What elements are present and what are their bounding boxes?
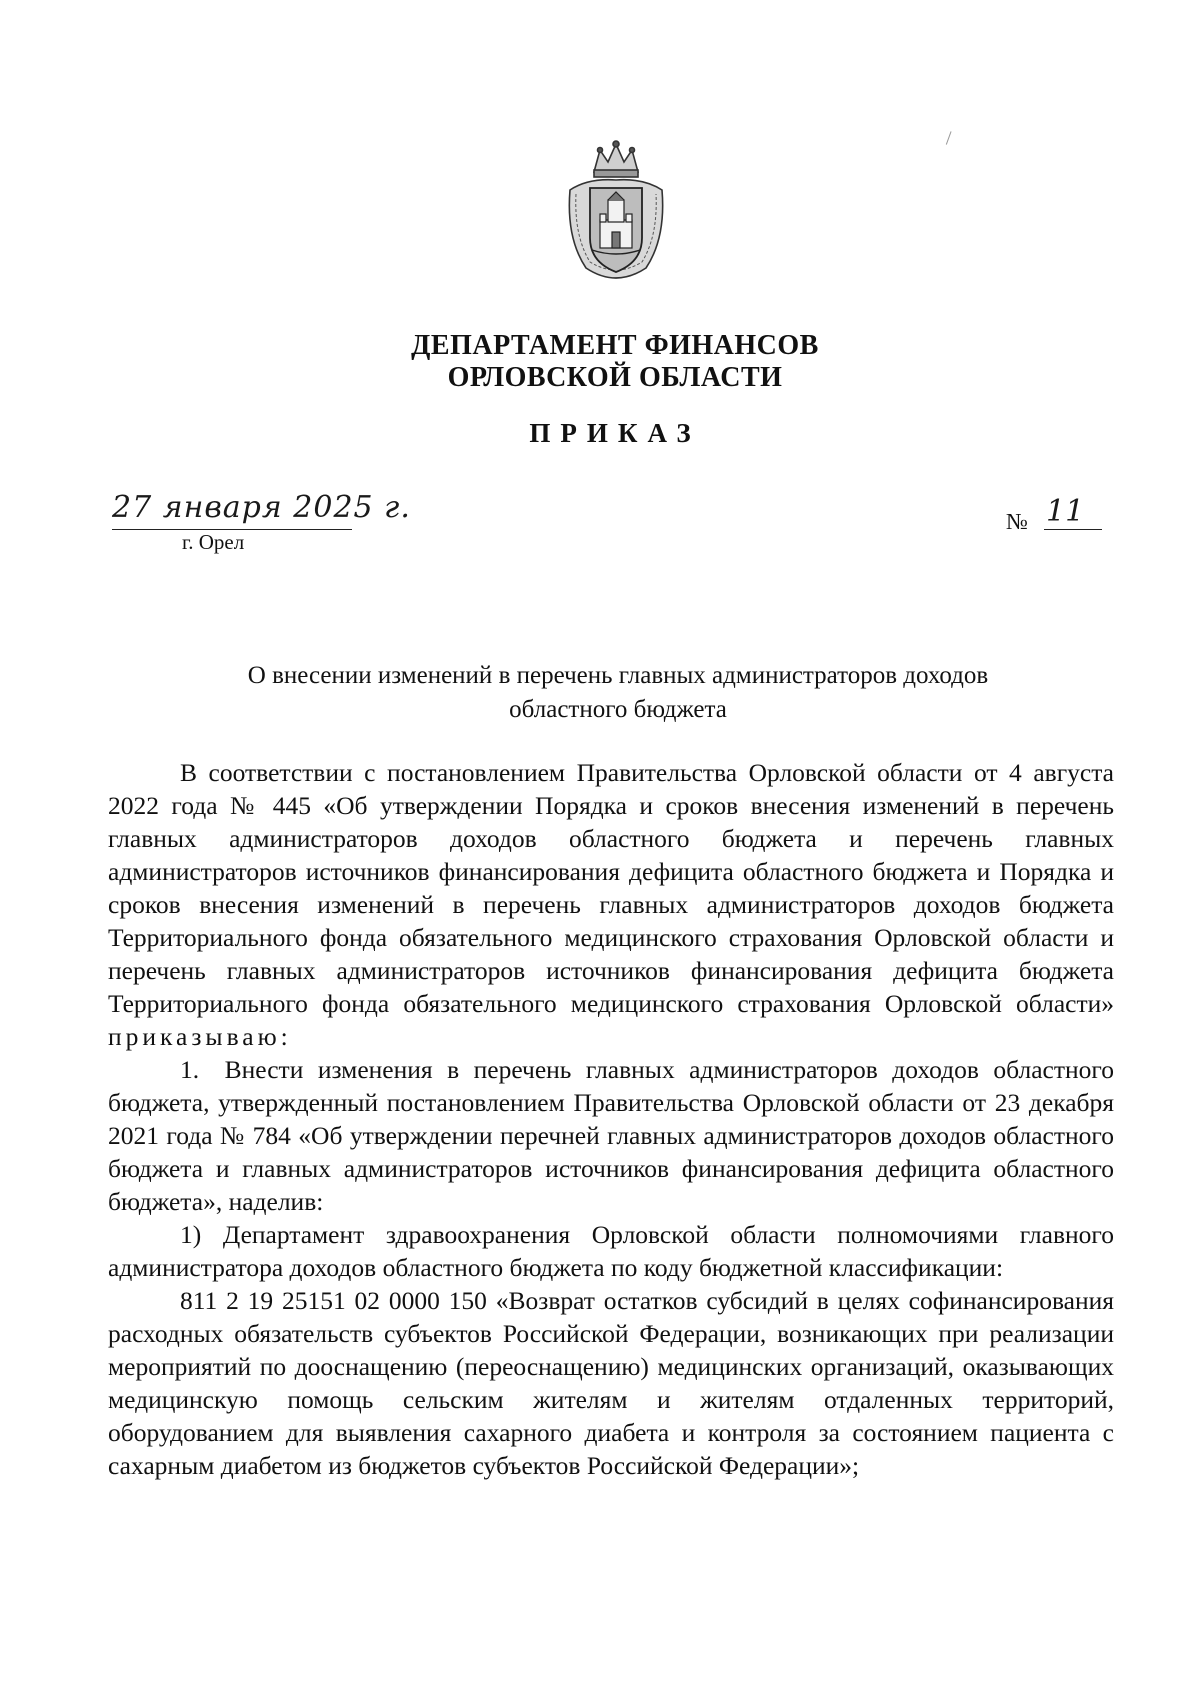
document-type: ПРИКАЗ: [529, 418, 701, 448]
document-title-line-1: О внесении изменений в перечень главных администраторов доходов: [247, 662, 989, 689]
scan-mark: [946, 131, 957, 147]
body-paragraph-subitem-1: 1) Департамент здравоохранения Орловской области полномочиями главного администратора доходов областного бюджета по коду бюджетной классификации:: [108, 1220, 1114, 1282]
document-city: г. Орел: [182, 530, 245, 554]
number-label: №: [1006, 509, 1028, 534]
body-paragraph-item-1: 1. Внести изменения в перечень главных администраторов доходов областного бюджета, утвержденный постановлением Правительства Орловской области от 23 декабря 2021 года № 784 «Об утверждении перечней главных администраторов доходов областного бюджета и главных администраторов источников финансирования дефицита областного бюджета», наделив:: [108, 1055, 1114, 1216]
order-keyword: приказываю:: [108, 1022, 292, 1051]
document-body: [108, 756, 1114, 1482]
organization-name-line-2: ОРЛОВСКОЙ ОБЛАСТИ: [447, 362, 783, 393]
preamble-text: В соответствии с постановлением Правительства Орловской области от 4 августа 2022 года № 445 «Об утверждении Порядка и сроков внесения изменений в перечень главных администраторов доходов областного бюджета и перечень главных администраторов источников финансирования дефицита областного бюджета и Порядка и сроков внесения изменений в перечень главных администраторов доходов бюджета Территориального фонда обязательного медицинского страхования Орловской области и перечень главных администраторов источников финансирования дефицита бюджета Территориального фонда обязательного медицинского страхования Орловской области»: [108, 758, 1114, 1018]
number-underline: [1044, 529, 1102, 530]
coat-of-arms-icon: [556, 138, 676, 286]
organization-name-line-1: ДЕПАРТАМЕНТ ФИНАНСОВ: [411, 330, 819, 361]
body-paragraph-preamble: [108, 756, 1114, 1053]
document-title-line-2: областного бюджета: [509, 696, 727, 723]
handwritten-number: 11: [1046, 494, 1085, 529]
document-date: [112, 490, 411, 530]
handwritten-date: 27 января 2025 г.: [112, 490, 411, 525]
body-paragraph-budget-code: 811 2 19 25151 02 0000 150 «Возврат остатков субсидий в целях софинансирования расходных обязательств субъектов Российской Федерации, возникающих при реализации мероприятий по дооснащению (переоснащению) медицинских организаций, оказывающих медицинскую помощь сельским жителям и жителям отдаленных территорий, оборудованием для выявления сахарного диабета и контроля за состоянием пациента с сахарным диабетом из бюджетов субъектов Российской Федерации»;: [108, 1286, 1114, 1480]
